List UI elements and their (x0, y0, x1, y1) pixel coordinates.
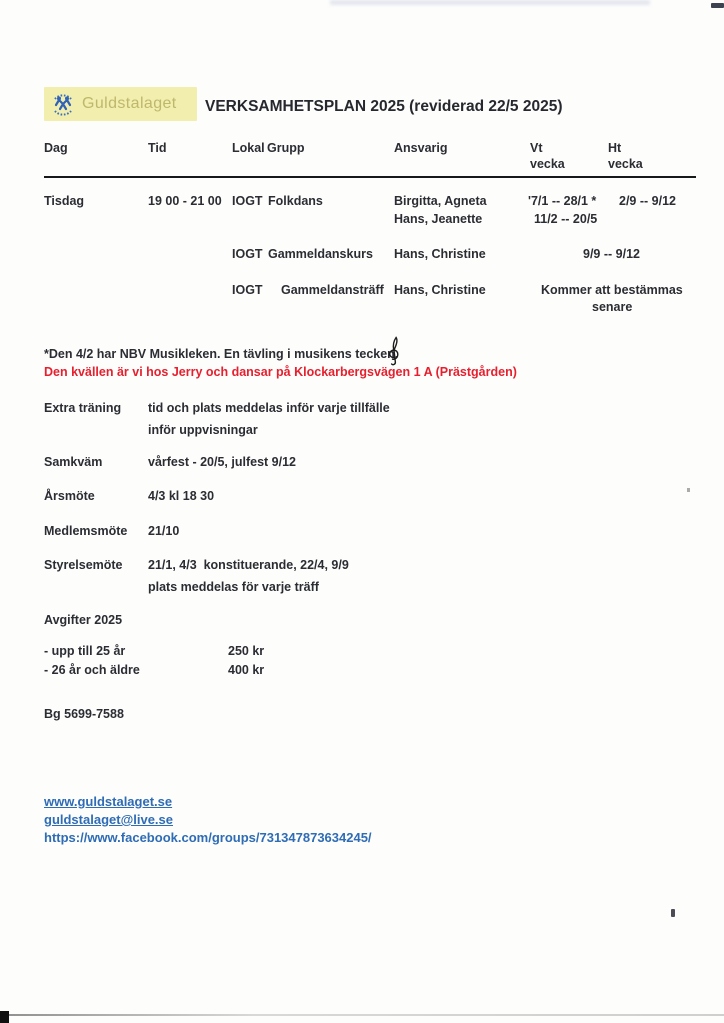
row-folkdans-ansvarig: Birgitta, Agneta (394, 194, 487, 208)
col-header-vt: Vt (530, 141, 543, 155)
row-folkdans-lokal: IOGT (232, 194, 263, 208)
scan-artifact-top-right-mark (711, 3, 724, 8)
row-gammeldanstraff-lokal: IOGT (232, 283, 263, 297)
row-gammeldanskurs-veckor: 9/9 -- 9/12 (583, 247, 640, 261)
fee-item-label: - upp till 25 år (44, 644, 126, 658)
row-gammeldanstraff-veckor: senare (592, 300, 633, 314)
row-gammeldanskurs-ansvarig: Hans, Christine (394, 247, 486, 261)
scan-artifact-speck (687, 488, 690, 492)
fee-item-label: - 26 år och äldre (44, 663, 140, 677)
row-gammeldanstraff-ansvarig: Hans, Christine (394, 283, 486, 297)
row-folkdans-vt-veckor: 11/2 -- 20/5 (534, 212, 598, 226)
section-label-extra-traning: Extra träning (44, 401, 122, 415)
treble-clef-icon (386, 336, 403, 368)
col-header-vt-vecka: vecka (530, 157, 565, 171)
musikleken-note: *Den 4/2 har NBV Musikleken. En tävling i musikens tecken. (44, 347, 399, 361)
row-gammeldanskurs-grupp: Gammeldanskurs (268, 247, 373, 261)
section-value: plats meddelas för varje träff (148, 580, 319, 594)
row-folkdans-grupp: Folkdans (268, 194, 323, 208)
row-gammeldanstraff-grupp: Gammeldansträff (281, 283, 384, 297)
red-location-note: Den kvällen är vi hos Jerry och dansar på Klockarbergsvägen 1 A (Prästgården) (44, 365, 517, 379)
table-header-rule (44, 176, 696, 178)
col-header-dag: Dag (44, 141, 68, 155)
fee-item-amount: 400 kr (228, 663, 265, 677)
col-header-lokal: Lokal (232, 141, 265, 155)
row-gammeldanskurs-lokal: IOGT (232, 247, 263, 261)
row-folkdans-tid: 19 00 - 21 00 (148, 194, 222, 208)
document-title: VERKSAMHETSPLAN 2025 (reviderad 22/5 2025) (205, 98, 563, 115)
row-gammeldanstraff-veckor: Kommer att bestämmas (541, 283, 683, 297)
section-label-arsmote: Årsmöte (44, 489, 95, 503)
section-value: vårfest - 20/5, julfest 9/12 (148, 455, 296, 469)
row-folkdans-vt-veckor: '7/1 -- 28/1 * (528, 194, 597, 208)
section-value: 4/3 kl 18 30 (148, 489, 215, 503)
dancing-figures-emblem-icon (47, 88, 79, 120)
scan-artifact-bottom-line (0, 1014, 724, 1016)
bankgiro-number: Bg 5699-7588 (44, 707, 124, 721)
row-folkdans-ht-veckor: 2/9 -- 9/12 (619, 194, 676, 208)
fees-heading: Avgifter 2025 (44, 613, 123, 627)
email-link[interactable]: guldstalaget@live.se (44, 812, 173, 827)
section-label-styrelsemote: Styrelsemöte (44, 558, 123, 572)
col-header-tid: Tid (148, 141, 167, 155)
section-label-medlemsmote: Medlemsmöte (44, 524, 128, 538)
website-link[interactable]: www.guldstalaget.se (44, 794, 173, 809)
section-label-samkvam: Samkväm (44, 455, 103, 469)
col-header-ht: Ht (608, 141, 622, 155)
scan-artifact-speck (671, 909, 675, 917)
col-header-grupp: Grupp (267, 141, 305, 155)
row-folkdans-ansvarig: Hans, Jeanette (394, 212, 483, 226)
section-value: 21/10 (148, 524, 180, 538)
section-value: inför uppvisningar (148, 423, 258, 437)
fee-item-amount: 250 kr (228, 644, 265, 658)
guldstalaget-logo (44, 87, 197, 121)
section-value: tid och plats meddelas inför varje tillfälle (148, 401, 390, 415)
scan-artifact-top-smear (330, 0, 650, 5)
scan-artifact-bottom-corner (0, 1011, 9, 1023)
logo-text: Guldstalaget (82, 95, 177, 112)
col-header-ansvarig: Ansvarig (394, 141, 448, 155)
col-header-ht-vecka: vecka (608, 157, 643, 171)
facebook-link[interactable]: https://www.facebook.com/groups/731347873634245/ (44, 830, 372, 845)
section-value: 21/1, 4/3 konstituerande, 22/4, 9/9 (148, 558, 349, 572)
row-folkdans-dag: Tisdag (44, 194, 85, 208)
